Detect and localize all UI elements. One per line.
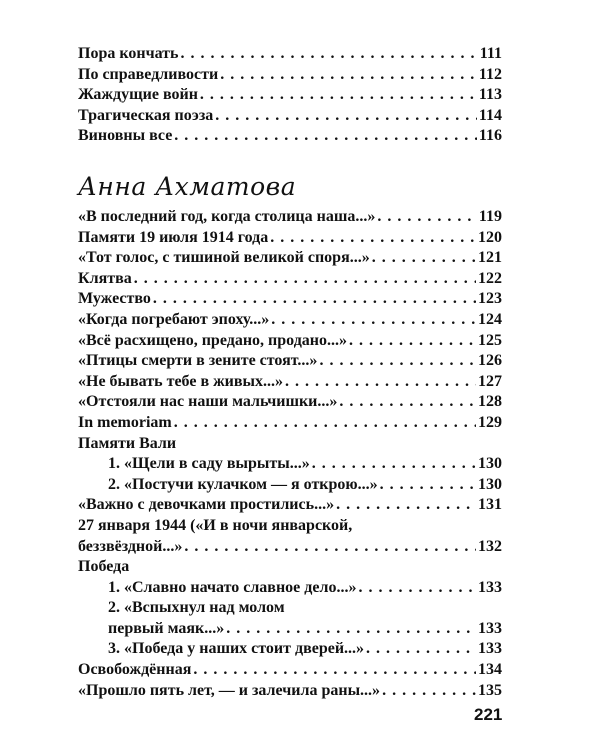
dot-leader — [134, 269, 476, 290]
toc-entry-title: «Всё расхищено, предано, продано...» — [78, 331, 347, 349]
toc-entry-title: «В последний год, когда столица наша...» — [78, 208, 376, 225]
toc-entry-page: 131 — [478, 496, 502, 514]
toc-entry-page: 124 — [478, 310, 502, 328]
toc-entry-title: 1. «Щели в саду вырыты...» — [108, 455, 310, 473]
dot-leader — [312, 454, 476, 475]
toc-entry-page: 134 — [478, 661, 502, 679]
toc-entry — [78, 598, 502, 619]
toc-entry-title: Трагическая поэза — [78, 106, 214, 124]
toc-entry-page: 116 — [478, 127, 502, 145]
toc-entry — [78, 248, 502, 269]
toc-entry-title: «Тот голос, с тишиной великой споря...» — [78, 249, 370, 267]
toc-block-1 — [78, 44, 502, 147]
toc-entry-page: 126 — [478, 352, 502, 370]
toc-entry-title: Пора кончать — [78, 45, 179, 62]
author-heading: Анна Ахматова — [78, 172, 297, 201]
dot-leader — [200, 85, 477, 106]
toc-entry — [78, 434, 502, 455]
toc-entry — [78, 495, 502, 516]
dot-leader — [271, 310, 476, 331]
toc-entry-title: 27 января 1944 («И в ночи январской, — [78, 516, 353, 534]
toc-entry-title: Мужество — [78, 290, 151, 308]
toc-entry — [78, 660, 502, 681]
toc-entry — [78, 228, 502, 249]
toc-entry — [78, 126, 502, 147]
toc-entry-title: По справедливости — [78, 65, 219, 83]
toc-entry-page: 111 — [479, 45, 502, 62]
toc-entry — [78, 537, 502, 558]
toc-entry-title: In memoriam — [78, 413, 172, 431]
toc-entry-title: «Прошло пять лет, — и залечила раны...» — [78, 681, 381, 699]
dot-leader — [382, 681, 476, 702]
toc-entry-title: 1. «Славно начато славное дело...» — [108, 578, 357, 596]
toc-entry-title: Памяти Вали — [78, 434, 177, 452]
toc-entry-title: 2. «Постучи кулачком — я открою...» — [108, 475, 378, 493]
dot-leader — [336, 495, 476, 516]
toc-entry-title: беззвёздной...» — [78, 537, 183, 555]
dot-leader — [153, 289, 476, 310]
toc-entry-page: 135 — [478, 681, 502, 699]
toc-entry — [78, 310, 502, 331]
dot-leader — [174, 413, 476, 434]
toc-entry-title: «Важно с девочками простились...» — [78, 496, 335, 514]
toc-entry-title: «Птицы смерти в зените стоят...» — [78, 352, 318, 370]
toc-entry — [78, 392, 502, 413]
toc-entry — [78, 65, 502, 86]
toc-entry-page: 121 — [478, 249, 502, 267]
dot-leader — [193, 660, 476, 681]
dot-leader — [380, 475, 476, 496]
toc-entry-title: «Не бывать тебе в живых...» — [78, 372, 284, 390]
toc-entry-page: 120 — [478, 228, 502, 246]
toc-entry — [78, 331, 502, 352]
toc-entry-page: 133 — [478, 619, 502, 637]
toc-entry-page: 130 — [478, 475, 502, 493]
toc-entry-page: 112 — [478, 65, 502, 83]
toc-entry — [78, 681, 502, 702]
toc-entry-page: 113 — [478, 86, 502, 104]
page-number: 221 — [474, 705, 503, 724]
toc-entry-title: Клятва — [78, 269, 132, 287]
toc-entry — [78, 372, 502, 393]
dot-leader — [319, 351, 476, 372]
toc-entry-title: Освобождённая — [78, 661, 192, 679]
toc-entry-page: 129 — [478, 413, 502, 431]
toc-entry — [78, 269, 502, 290]
dot-leader — [285, 372, 476, 393]
toc-entry — [78, 454, 502, 475]
dot-leader — [358, 578, 476, 599]
toc-entry — [78, 557, 502, 578]
dot-leader — [174, 126, 477, 147]
toc-entry — [78, 475, 502, 496]
toc-entry-page: 132 — [478, 537, 502, 555]
toc-entry-title: 3. «Победа у наших стоит дверей...» — [108, 640, 365, 658]
toc-entry — [78, 516, 502, 537]
dot-leader — [377, 207, 477, 228]
toc-entry — [78, 85, 502, 106]
dot-leader — [226, 619, 476, 640]
dot-leader — [372, 248, 476, 269]
toc-entry-title: «Отстояли нас наши мальчишки...» — [78, 393, 338, 411]
dot-leader — [349, 331, 476, 352]
dot-leader — [184, 537, 476, 558]
toc-entry-page: 119 — [478, 208, 502, 225]
toc-entry — [78, 639, 502, 660]
toc-entry-page: 122 — [478, 269, 502, 287]
toc-entry-title: 2. «Вспыхнул над молом — [108, 599, 285, 617]
dot-leader — [366, 639, 476, 660]
dot-leader — [181, 44, 478, 65]
dot-leader — [270, 228, 476, 249]
toc-entry-title: Жаждущие войн — [78, 86, 198, 104]
toc-entry — [78, 413, 502, 434]
toc-entry — [78, 289, 502, 310]
toc-entry-page: 127 — [478, 372, 502, 390]
toc-entry-title: первый маяк...» — [108, 619, 225, 637]
toc-entry-page: 133 — [478, 578, 502, 596]
dot-leader — [215, 106, 477, 127]
toc-entry — [78, 578, 502, 599]
toc-entry — [78, 207, 502, 228]
toc-entry-title: «Когда погребают эпоху...» — [78, 310, 270, 328]
toc-entry-page: 114 — [478, 106, 502, 124]
dot-leader — [220, 65, 477, 86]
dot-leader — [339, 392, 476, 413]
toc-entry-title: Памяти 19 июля 1914 года — [78, 228, 269, 246]
toc-entry — [78, 44, 502, 65]
toc-block-2 — [78, 207, 502, 701]
toc-entry-page: 130 — [478, 455, 502, 473]
toc-entry-page: 128 — [478, 393, 502, 411]
toc-entry — [78, 106, 502, 127]
toc-entry-page: 133 — [478, 640, 502, 658]
toc-entry-page: 125 — [478, 331, 502, 349]
toc-entry-title: Победа — [78, 558, 130, 576]
toc-entry — [78, 619, 502, 640]
toc-entry — [78, 351, 502, 372]
toc-entry-page: 123 — [478, 290, 502, 308]
toc-entry-title: Виновны все — [78, 127, 173, 145]
